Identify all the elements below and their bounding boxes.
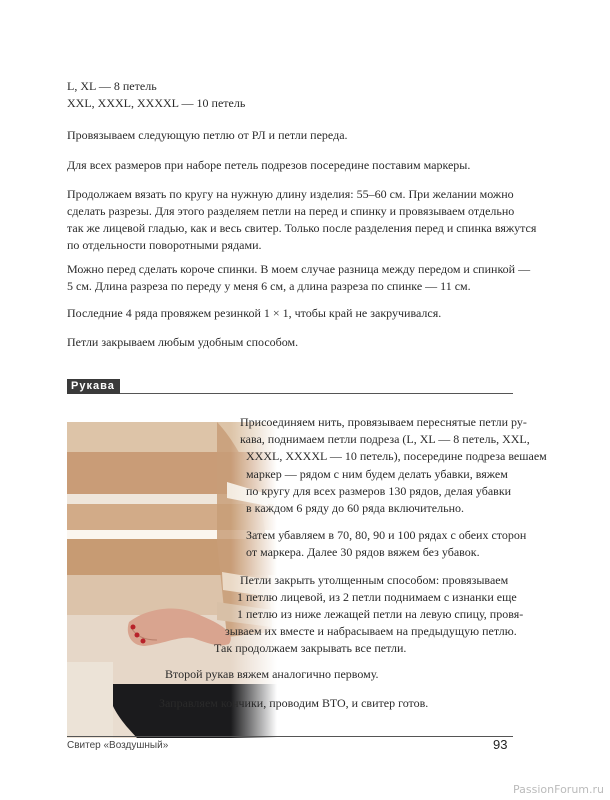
page-number: 93 (493, 737, 508, 752)
paragraph-bind-off: Петли закрываем любым удобным способом. (67, 335, 299, 349)
sleeve-paragraph-3-line-2: 1 петлю лицевой, из 2 петли поднимаем с изнанки еще (237, 590, 517, 604)
paragraph-length-line-4: по отдельности поворотными рядами. (67, 238, 262, 252)
sleeve-paragraph-1-line-6: в каждом 6 ряду до 60 ряда включительно. (246, 501, 464, 515)
size-line-l-xl: L, XL — 8 петель (67, 79, 157, 93)
sleeve-paragraph-1-line-1: Присоединяем нить, провязываем переснятые петли ру- (240, 415, 527, 429)
sleeve-paragraph-3-line-5: Так продолжаем закрывать все петли. (214, 641, 407, 655)
sleeve-paragraph-1-line-3: XXXL, XXXXL — 10 петель), посередине подреза вешаем (246, 449, 547, 463)
size-line-xxl: XXL, XXXL, XXXXL — 10 петель (67, 96, 246, 110)
sleeve-paragraph-3-line-1: Петли закрыть утолщенным способом: провязываем (240, 573, 509, 587)
section-header (67, 378, 513, 394)
sleeve-paragraph-3-line-4: зываем их вместе и набрасываем на предыдущую петлю. (225, 624, 517, 638)
watermark: PassionForum.ru (513, 783, 604, 796)
paragraph-length-line-2: сделать разрезы. Для этого разделяем петли на перед и спинку и провязываем отдельно (67, 204, 515, 218)
sleeve-paragraph-4: Второй рукав вяжем аналогично первому. (165, 667, 379, 681)
paragraph-front-shorter-line-2: 5 см. Длина разреза по переду у меня 6 см, а длина разреза по спинке — 11 см. (67, 279, 471, 293)
paragraph-markers: Для всех размеров при наборе петель подрезов посередине поставим маркеры. (67, 158, 471, 172)
paragraph-ribbing: Последние 4 ряда провяжем резинкой 1 × 1, чтобы край не закручивался. (67, 306, 442, 320)
sleeve-paragraph-1-line-5: по кругу для всех размеров 130 рядов, делая убавки (246, 484, 512, 498)
paragraph-front-shorter-line-1: Можно перед сделать короче спинки. В моем случае разница между передом и спинкой — (67, 262, 531, 276)
paragraph-length-line-1: Продолжаем вязать по кругу на нужную длину изделия: 55–60 см. При желании можно (67, 187, 514, 201)
sleeve-paragraph-1-line-2: кава, поднимаем петли подреза (L, XL — 8 петель, XXL, (240, 432, 530, 446)
footer-caption: Свитер «Воздушный» (67, 740, 169, 751)
sleeve-paragraph-5: Заправляем кончики, проводим ВТО, и свитер готов. (159, 696, 429, 710)
sleeve-paragraph-1-line-4: маркер — рядом с ним будем делать убавки, вяжем (246, 467, 508, 481)
footer-divider (67, 736, 513, 737)
section-divider (67, 393, 513, 394)
paragraph-front-loops: Провязываем следующую петлю от РЛ и петли переда. (67, 128, 348, 142)
sleeve-paragraph-2-line-1: Затем убавляем в 70, 80, 90 и 100 рядах с обеих сторон (246, 528, 527, 542)
sleeve-paragraph-2-line-2: от маркера. Далее 30 рядов вяжем без убавок. (246, 545, 480, 559)
paragraph-length-line-3: так же лицевой гладью, как и весь свитер. Только после разделения перед и спинка вяжутся (67, 221, 537, 235)
sleeve-paragraph-3-line-3: 1 петлю из ниже лежащей петли на левую спицу, провя- (237, 607, 524, 621)
section-title: Рукава (67, 379, 120, 394)
